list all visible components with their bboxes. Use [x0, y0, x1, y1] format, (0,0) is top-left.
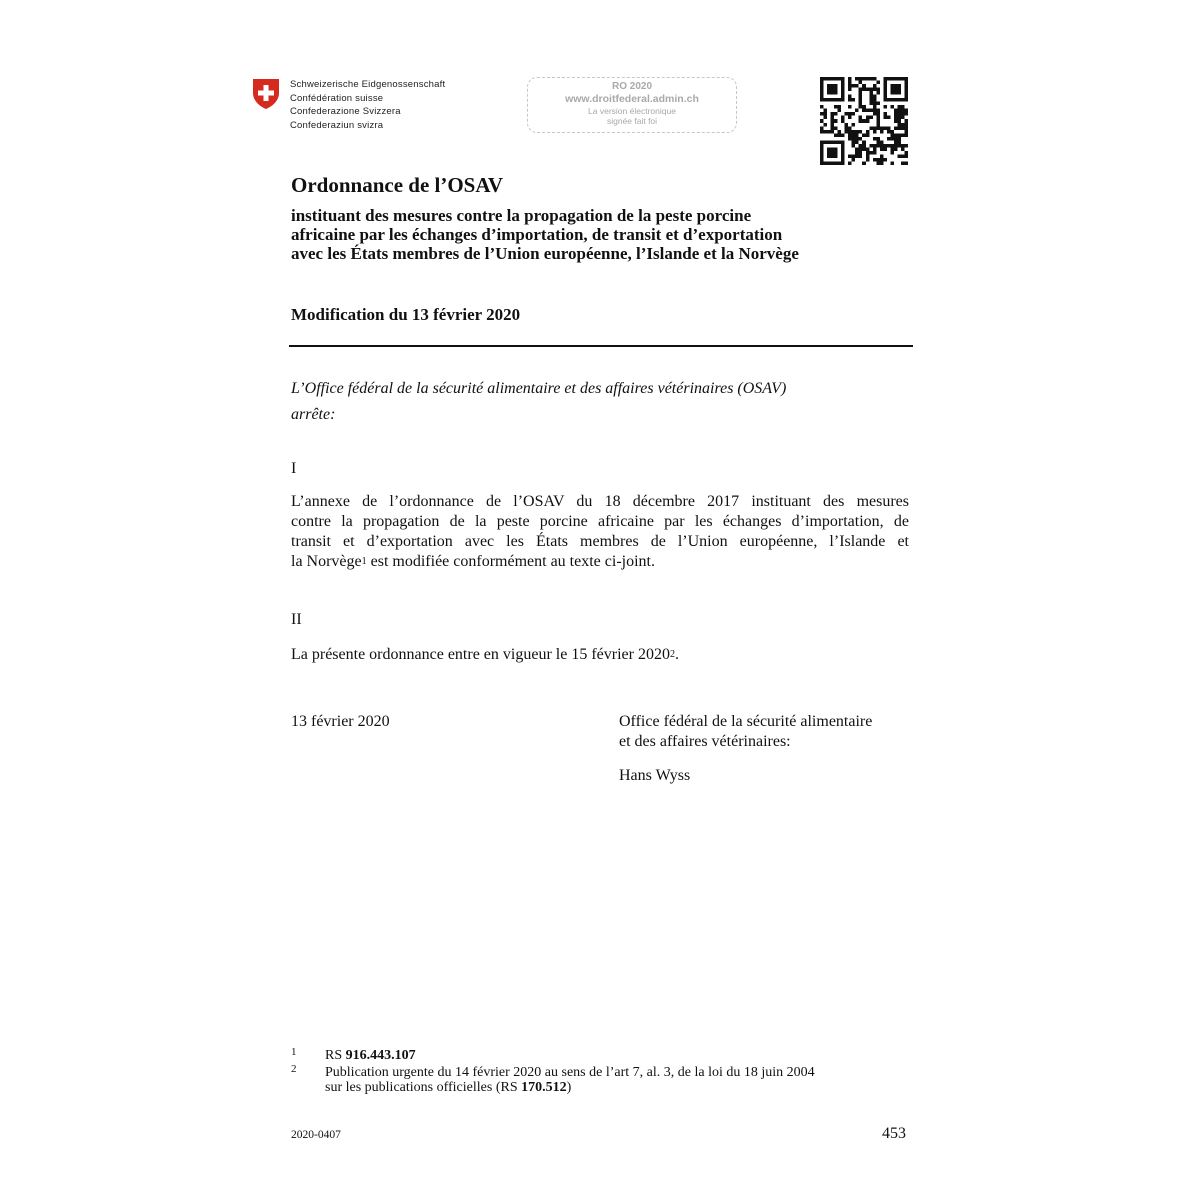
section-numeral-1: I [291, 460, 297, 477]
modification-date: Modification du 13 février 2020 [291, 305, 521, 324]
document-title: Ordonnance de l’OSAV [291, 173, 503, 197]
swiss-crest-icon [252, 78, 280, 110]
intro-line: L’Office fédéral de la sécurité alimentaire et des affaires vétérinaires (OSAV) [291, 380, 787, 397]
footnote-ref-1[interactable]: 1 [361, 556, 367, 567]
enacting-formula [291, 376, 786, 428]
stamp-line-3: La version électronique [588, 106, 676, 116]
footnote-rs-number: 916.443.107 [345, 1048, 416, 1063]
section-2-text [291, 645, 679, 665]
footnote-text-2 [325, 1065, 925, 1095]
paragraph-text: La présente ordonnance entre en vigueur le 15 février 2020 [291, 646, 670, 663]
footnote-prefix: RS [325, 1048, 346, 1063]
paragraph-text: est modifiée conformément au texte ci-joint. [366, 553, 655, 570]
confederation-name [290, 78, 445, 132]
paragraph-line: L’annexe de l’ordonnance de l’OSAV du 18 décembre 2017 instituant des mesures [291, 493, 909, 510]
paragraph-text: la Norvège [291, 553, 362, 570]
subtitle-line: africaine par les échanges d’importation, de transit et d’exportation [291, 225, 783, 244]
footnote-text-1 [325, 1048, 416, 1063]
subtitle-line: avec les États membres de l’Union européenne, l’Islande et la Norvège [291, 244, 799, 263]
signature-date: 13 février 2020 [291, 713, 390, 730]
paragraph-line: contre la propagation de la peste porcine africaine par les échanges d’importation, de [291, 513, 909, 530]
subtitle-line: instituant des mesures contre la propagation de la peste porcine [291, 206, 752, 225]
office-line: et des affaires vétérinaires: [619, 733, 791, 750]
footnote-line: Publication urgente du 14 février 2020 au sens de l’art 7, al. 3, de la loi du 18 juin 2004 [325, 1065, 815, 1080]
confederation-line-de: Schweizerische Eidgenossenschaft [290, 79, 446, 90]
title-divider [289, 345, 913, 347]
stamp-line-4: signée fait foi [606, 116, 658, 126]
intro-line: arrête: [291, 406, 336, 423]
footnote-text: ) [566, 1080, 572, 1095]
paragraph-text: . [674, 646, 679, 663]
footnote-ref-2[interactable]: 2 [669, 649, 675, 660]
paragraph-line [291, 552, 909, 572]
footnote-text: sur les publications officielles (RS [325, 1080, 522, 1095]
office-line: Office fédéral de la sécurité alimentaire [619, 713, 873, 730]
official-publication-stamp [527, 77, 737, 133]
signing-office [619, 712, 872, 752]
paragraph-line: transit et d’exportation avec les États membres de l’Union européenne, l’Islande et [291, 533, 909, 550]
footnote-rs-number: 170.512 [521, 1080, 567, 1095]
document-number: 2020-0407 [291, 1129, 341, 1141]
footnote-number-2: 2 [291, 1063, 297, 1075]
footnote-number-1: 1 [291, 1046, 297, 1058]
confederation-line-it: Confederazione Svizzera [290, 106, 401, 117]
confederation-line-rm: Confederaziun svizra [290, 119, 384, 131]
stamp-line-2: www.droitfederal.admin.ch [565, 93, 699, 105]
confederation-line-fr: Confédération suisse [290, 92, 384, 104]
signer-name: Hans Wyss [619, 767, 691, 784]
section-1-text [291, 492, 909, 572]
stamp-line-1: RO 2020 [611, 81, 653, 92]
document-subtitle [291, 206, 931, 263]
footnote-line [325, 1080, 925, 1095]
qr-code-icon [820, 77, 908, 165]
section-numeral-2: II [291, 611, 302, 628]
page-number: 453 [882, 1125, 906, 1142]
